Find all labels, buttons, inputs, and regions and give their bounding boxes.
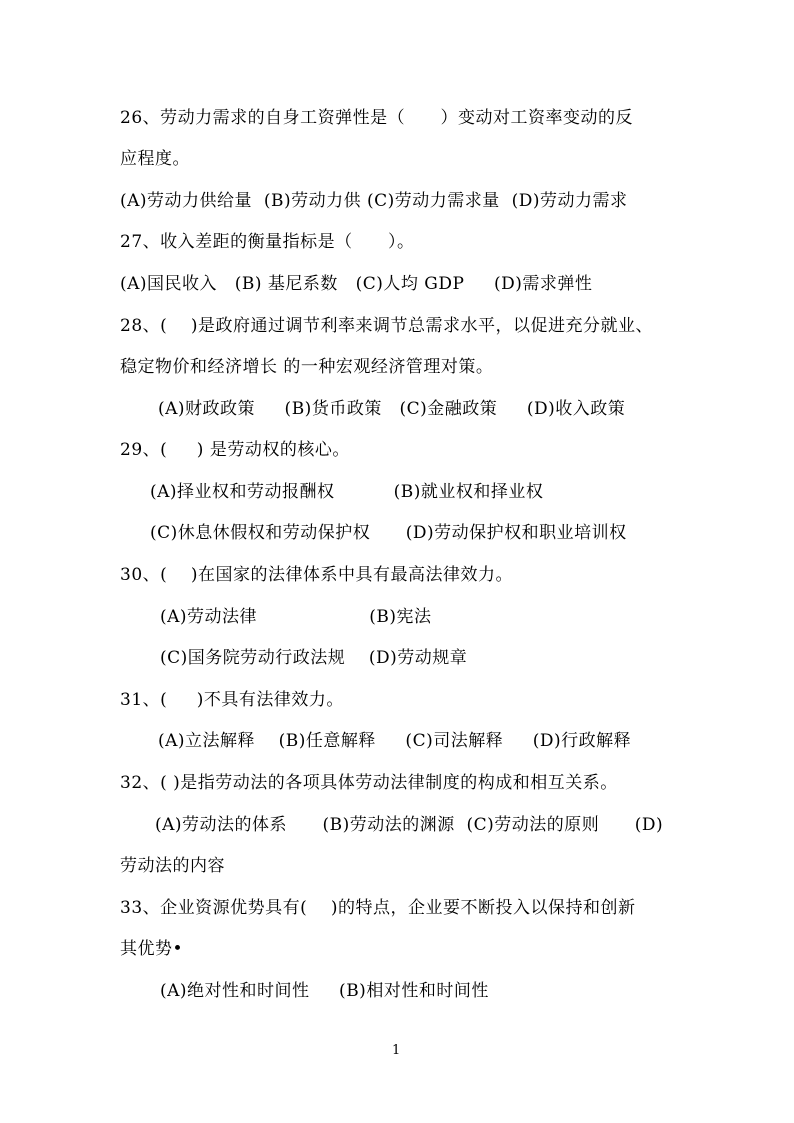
text-line: (C)国务院劳动行政法规 (D)劳动规章 [160, 648, 468, 668]
text-line: 31、( )不具有法律效力。 [120, 690, 344, 710]
text-line: 其优势• [120, 939, 184, 959]
text-line: (A)绝对性和时间性 (B)相对性和时间性 [160, 981, 489, 1001]
text-line: 应程度。 [120, 149, 190, 169]
text-line: 32、( )是指劳动法的各项具体劳动法律制度的构成和相互关系。 [120, 773, 618, 793]
text-line: 劳动法的内容 [120, 856, 225, 876]
text-line: (A)劳动法的体系 (B)劳动法的渊源 (C)劳动法的原则 (D) [155, 815, 664, 835]
text-line: 27、收入差距的衡量指标是（ ）。 [120, 232, 415, 252]
text-line: 稳定物价和经济增长 的一种宏观经济管理对策。 [120, 357, 494, 377]
text-line: 29、( ) 是劳动权的核心。 [120, 440, 350, 460]
text-line: (A)劳动力供给量 (B)劳动力供 (C)劳动力需求量 (D)劳动力需求 [120, 191, 628, 211]
text-line: (C)休息休假权和劳动保护权 (D)劳动保护权和职业培训权 [150, 523, 627, 543]
text-line: (A)劳动法律 (B)宪法 [160, 607, 432, 627]
text-line: 33、企业资源优势具有( )的特点，企业要不断投入以保持和创新 [120, 898, 636, 918]
text-line: (A)国民收入 (B) 基尼系数 (C)人均 GDP (D)需求弹性 [120, 274, 593, 294]
page-number: 1 [392, 1043, 401, 1058]
text-line: 30、( )在国家的法律体系中具有最高法律效力。 [120, 565, 514, 585]
text-line: (A)立法解释 (B)任意解释 (C)司法解释 (D)行政解释 [158, 731, 632, 751]
text-line: 28、( )是政府通过调节利率来调节总需求水平，以促进充分就业、 [120, 316, 654, 336]
text-line: (A)择业权和劳动报酬权 (B)就业权和择业权 [150, 482, 544, 502]
text-line: 26、劳动力需求的自身工资弹性是（ ）变动对工资率变动的反 [120, 108, 634, 128]
text-line: (A)财政政策 (B)货币政策 (C)金融政策 (D)收入政策 [158, 399, 626, 419]
